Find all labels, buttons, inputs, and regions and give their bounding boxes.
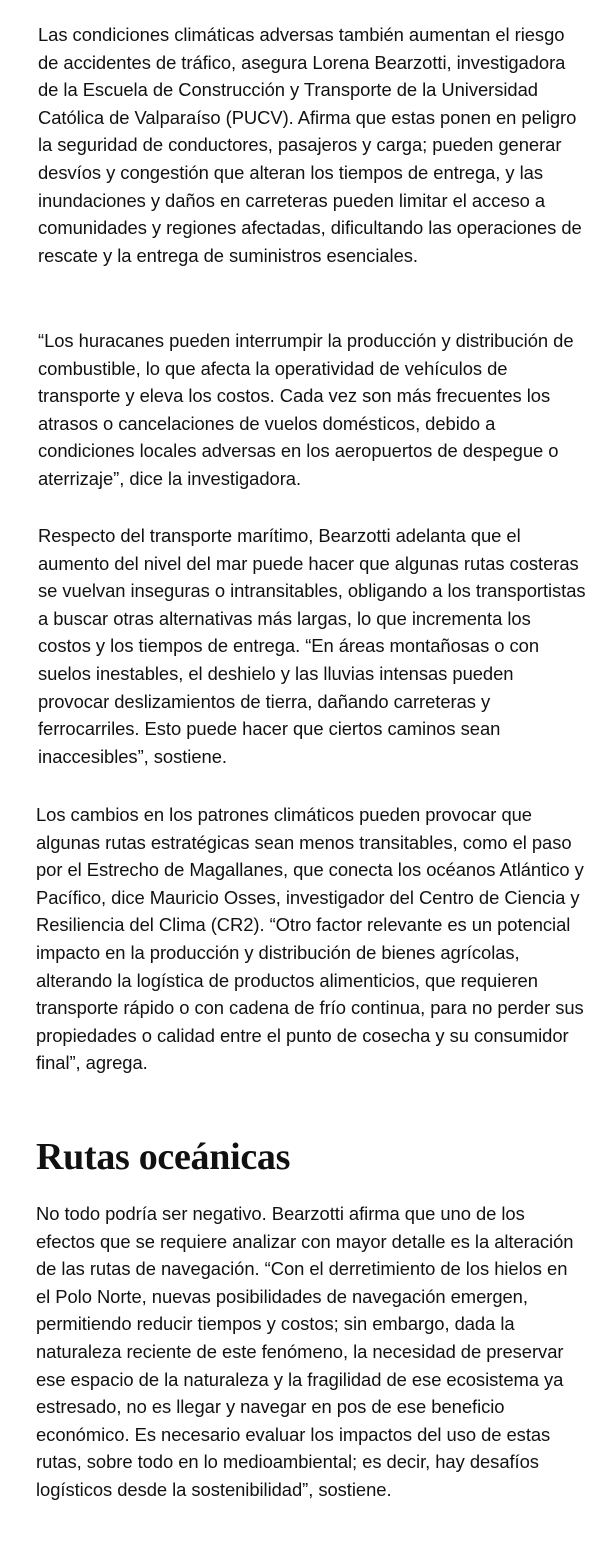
section-heading-rutas-oceanicas: Rutas oceánicas (36, 1136, 291, 1178)
paragraph-climate-patterns: Los cambios en los patrones climáticos pueden provocar que algunas rutas estratégicas sean menos transitables, como el paso por el Estrecho de Magallanes, que conecta los océanos Atlántico y Pacífico, dice Mauricio Osses, investigador del Centro de Ciencia y Resiliencia del Clima (CR2). “Otro factor relevante es un potencial impacto en la producción y distribución de bienes agrícolas, alterando la logística de productos alimenticios, que requieren transporte rápido o con cadena de frío continua, para no perder sus propiedades o calidad entre el punto de cosecha y su consumidor final”, agrega. (36, 804, 584, 1074)
paragraph-hurricanes-fuel: “Los huracanes pueden interrumpir la producción y distribución de combustible, lo que afecta la operatividad de vehículos de transporte y eleva los costos. Cada vez son más frecuentes los atrasos o cancelaciones de vuelos domésticos, debido a condiciones locales adversas en los aeropuertos de despegue o aterrizaje”, dice la investigadora. (38, 330, 574, 489)
paragraph-navigation-routes: No todo podría ser negativo. Bearzotti afirma que uno de los efectos que se requiere analizar con mayor detalle es la alteración de las rutas de navegación. “Con el derretimiento de los hielos en el Polo Norte, nuevas posibilidades de navegación emergen, permitiendo reducir tiempos y costos; sin embargo, dada la naturaleza reciente de este fenómeno, la necesidad de preservar ese espacio de la naturaleza y la fragilidad de ese ecosistema ya estresado, no es llegar y navegar en pos de ese beneficio económico. Es necesario evaluar los impactos del uso de estas rutas, sobre todo en lo medioambiental; es decir, hay desafíos logísticos desde la sostenibilidad”, sostiene. (36, 1203, 574, 1500)
paragraph-maritime-transport: Respecto del transporte marítimo, Bearzotti adelanta que el aumento del nivel del mar puede hacer que algunas rutas costeras se vuelvan inseguras o intransitables, obligando a los transportistas a buscar otras alternativas más largas, lo que incrementa los costos y los tiempos de entrega. “En áreas montañosas o con suelos inestables, el deshielo y las lluvias intensas pueden provocar deslizamientos de tierra, dañando carreteras y ferrocarriles. Esto puede hacer que ciertos caminos sean inaccesibles”, sostiene. (38, 525, 586, 767)
paragraph-climate-accidents: Las condiciones climáticas adversas también aumentan el riesgo de accidentes de tráfico, asegura Lorena Bearzotti, investigadora de la Escuela de Construcción y Transporte de la Universidad Católica de Valparaíso (PUCV). Afirma que estas ponen en peligro la seguridad de conductores, pasajeros y carga; pueden generar desvíos y congestión que alteran los tiempos de entrega, y las inundaciones y daños en carreteras pueden limitar el acceso a comunidades y regiones afectadas, dificultando las operaciones de rescate y la entrega de suministros esenciales. (38, 24, 582, 266)
